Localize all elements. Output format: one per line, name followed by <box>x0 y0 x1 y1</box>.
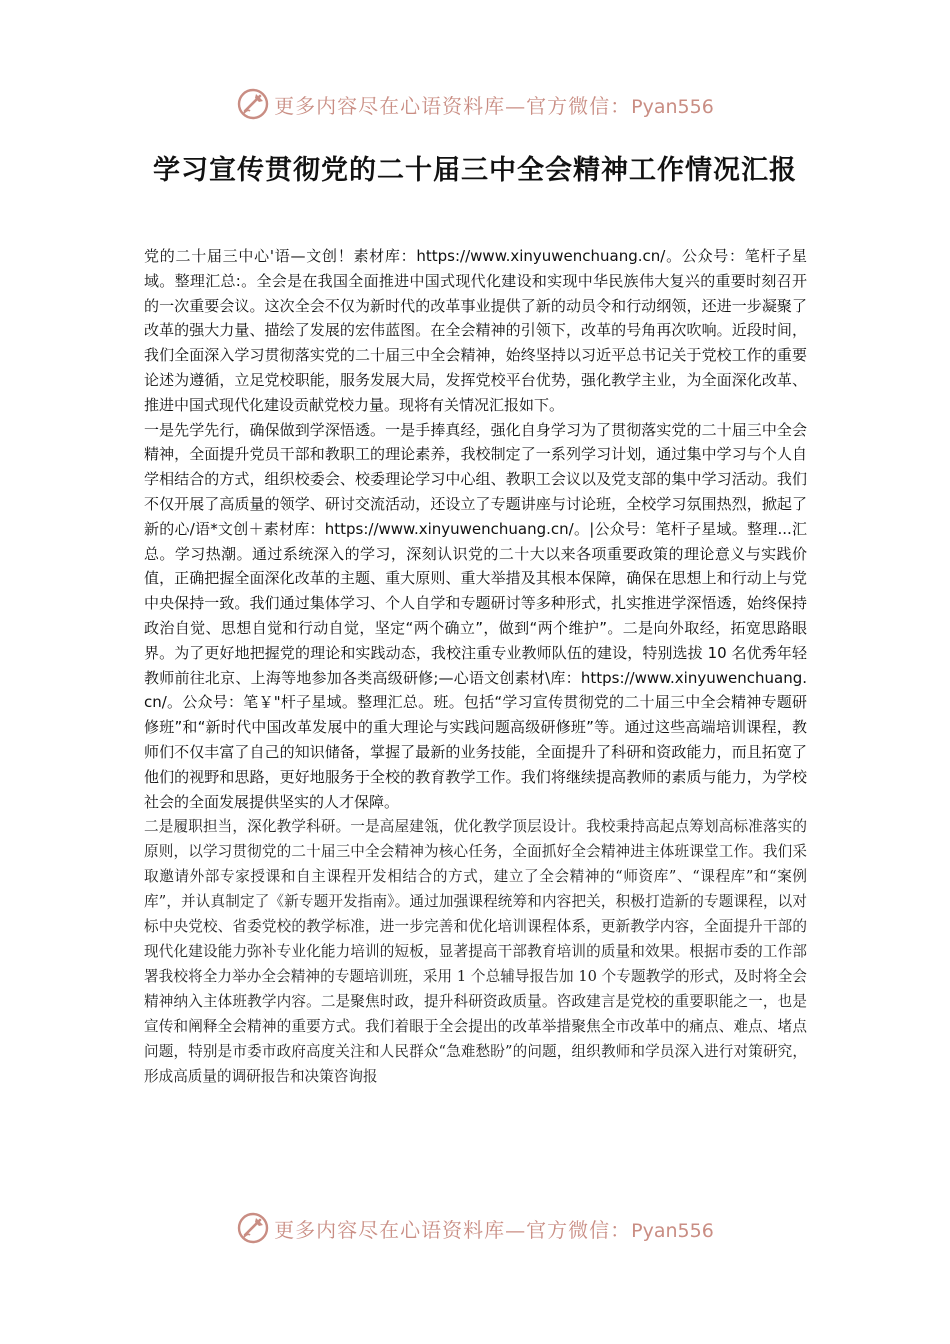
watermark-logo-icon <box>236 1211 270 1245</box>
paragraph-intro: 党的二十届三中心'语—文创！素材库：https://www.xinyuwenchuang.cn/。公众号：笔杆子星域。整理汇总:。全会是在我国全面推进中国式现代化建设和实现中华民族伟大复兴的重要时刻召开的一次重要会议。这次全会不仅为新时代的改革事业提供了新的动员令和行动纲领，还进一步凝聚了改革的强大力量、描绘了发展的宏伟蓝图。在全会精神的引领下，改革的号角再次吹响。近段时间，我们全面深入学习贯彻落实党的二十届三中全会精神，始终坚持以习近平总书记关于党校工作的重要论述为遵循，立足党校职能，服务发展大局，发挥党校平台优势，强化教学主业，为全面深化改革、推进中国式现代化建设贡献党校力量。现将有关情况汇报如下。 <box>144 247 807 414</box>
document-title: 学习宣传贯彻党的二十届三中全会精神工作情况汇报 <box>153 155 797 186</box>
watermark-label: 更多内容尽在心语资料库—官方微信： <box>274 93 632 118</box>
watermark-handle: Pyan556 <box>631 95 714 118</box>
watermark-label: 更多内容尽在心语资料库—官方微信： <box>274 1217 632 1242</box>
watermark-banner-bottom <box>0 1206 950 1250</box>
paragraph-teaching: 二是履职担当，深化教学科研。一是高屋建瓴，优化教学顶层设计。我校秉持高起点筹划高标准落实的原则，以学习贯彻党的二十届三中全会精神为核心任务，全面抓好全会精神进主体班课堂工作。我们采取邀请外部专家授课和自主课程开发相结合的方式，建立了全会精神的“师资库”、“课程库”和“案例库”，并认真制定了《新专题开发指南》。通过加强课程统筹和内容把关，积极打造新的专题课程，以对标中央党校、省委党校的教学标准，进一步完善和优化培训课程体系，更新教学内容，全面提升干部的现代化建设能力弥补专业化能力培训的短板，显著提高干部教育培训的质量和效果。根据市委的工作部署我校将全力举办全会精神的专题培训班，采用 1 个总辅导报告加 10 个专题教学的形式，及时将全会精神纳入主体班教学内容。二是聚焦时政，提升科研资政质量。咨政建言是党校的重要职能之一，也是宣传和阐释全会精神的重要方式。我们着眼于全会提出的改革举措聚焦全市改革中的痛点、难点、堵点问题，特别是市委市政府高度关注和人民群众“急难愁盼”的问题，组织教师和学员深入进行对策研究，形成高质量的调研报告和决策咨询报 <box>144 818 807 1086</box>
watermark-handle: Pyan556 <box>631 1219 714 1242</box>
document-body <box>144 244 807 1089</box>
watermark-logo-icon <box>236 87 270 121</box>
watermark-text <box>274 1214 714 1243</box>
watermark-text <box>274 90 714 119</box>
paragraph-study: 一是先学先行，确保做到学深悟透。一是手捧真经，强化自身学习为了贯彻落实党的二十届三中全会精神，全面提升党员干部和教职工的理论素养，我校制定了一系列学习计划，通过集中学习与个人自学相结合的方式，组织校委会、校委理论学习中心组、教职工会议以及党支部的集中学习活动。我们不仅开展了高质量的领学、研讨交流活动，还设立了专题讲座与讨论班，全校学习氛围热烈，掀起了新的心/语*文创＋素材库：https://www.xinyuwenchuang.cn/。|公众号：笔杆子星域。整理...汇总。学习热潮。通过系统深入的学习，深刻认识党的二十大以来各项重要政策的理论意义与实践价值，正确把握全面深化改革的主题、重大原则、重大举措及其根本保障，确保在思想上和行动上与党中央保持一致。我们通过集体学习、个人自学和专题研讨等多种形式，扎实推进学深悟透，始终保持政治自觉、思想自觉和行动自觉，坚定“两个确立”，做到“两个维护”。二是向外取经，拓宽思路眼界。为了更好地把握党的理论和实践动态，我校注重专业教师队伍的建设，特别选拔 10 名优秀年轻教师前往北京、上海等地参加各类高级研修;—心语文创素材\库：https://www.xinyuwenchuang.cn/。公众号：笔￥"杆子星域。整理汇总。班。包括“学习宣传贯彻党的二十届三中全会精神专题研修班”和“新时代中国改革发展中的重大理论与实践问题高级研修班”等。通过这些高端培训课程，教师们不仅丰富了自己的知识储备，掌握了最新的业务技能，全面提升了科研和资政能力，而且拓宽了他们的视野和思路，更好地服务于全校的教育教学工作。我们将继续提高教师的素质与能力，为学校社会的全面发展提供坚实的人才保障。 <box>144 420 807 811</box>
watermark-banner-top <box>0 82 950 126</box>
